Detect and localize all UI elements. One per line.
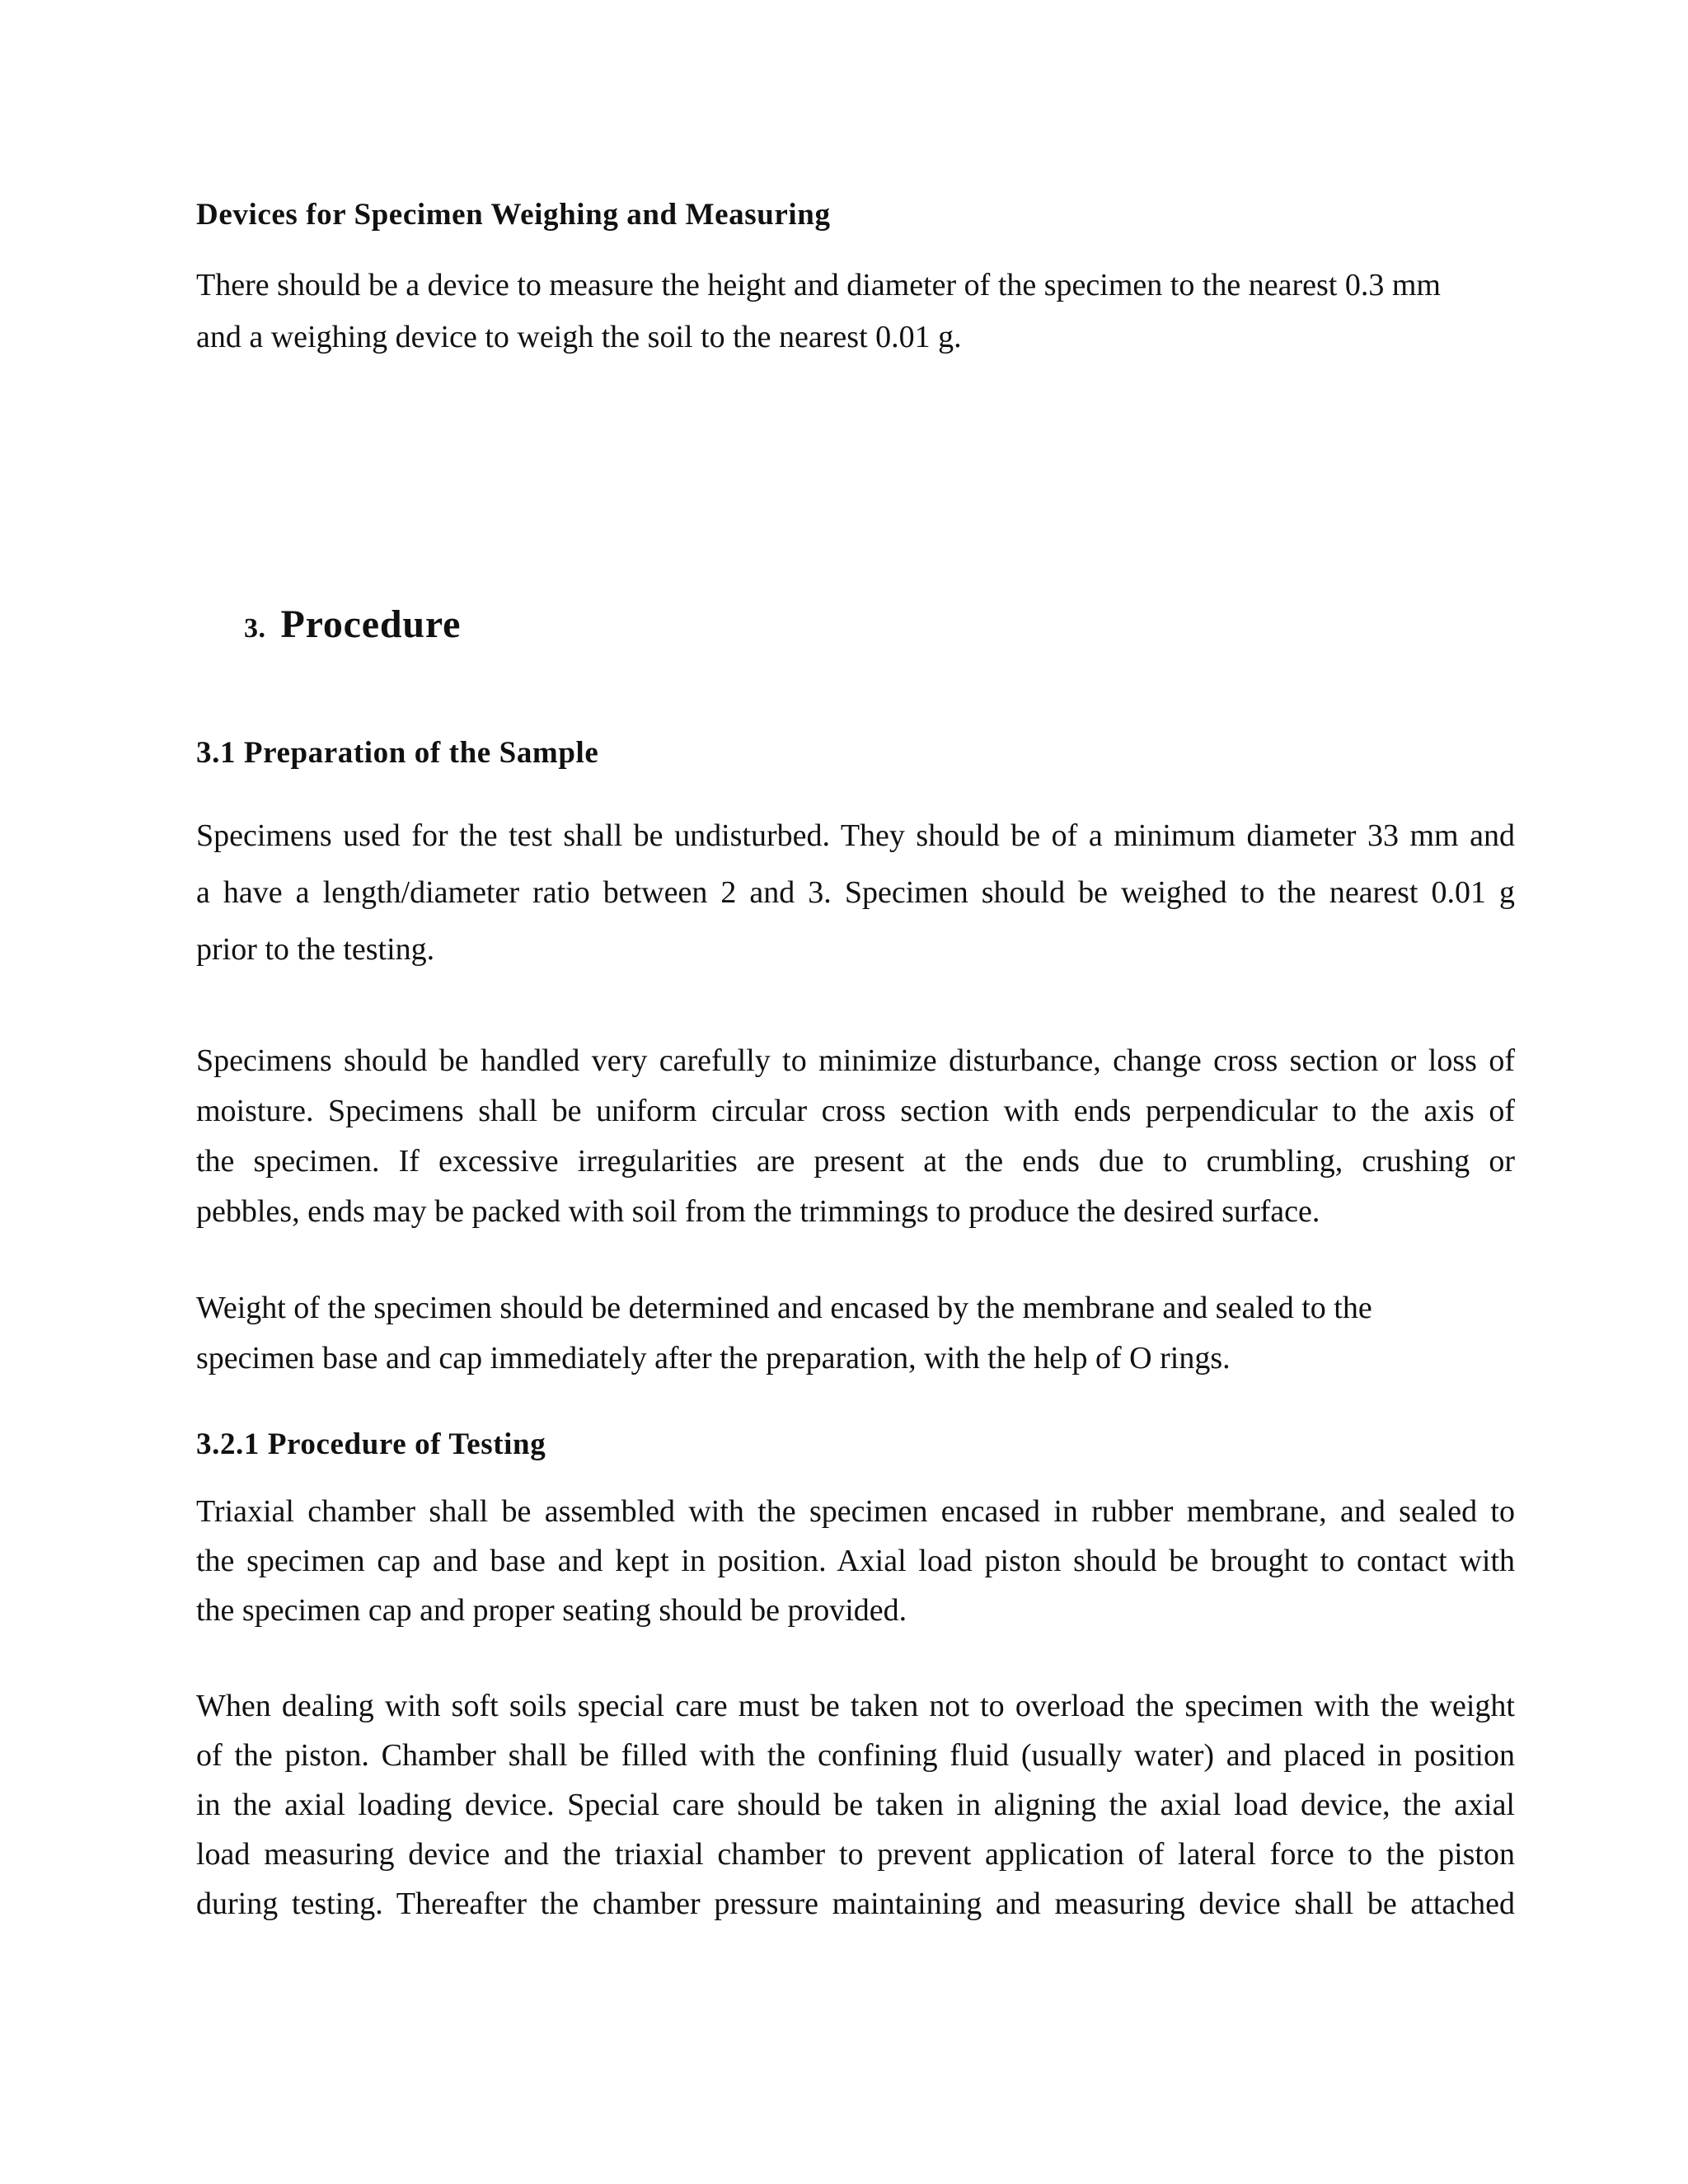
paragraph-line: Weight of the specimen should be determined and encased by the membrane and sealed to the	[196, 1291, 1372, 1325]
paragraph-line: in the axial loading device. Special care should be taken in aligning the axial load device, the axial	[196, 1788, 1515, 1822]
preparation-paragraph-1	[196, 808, 1515, 978]
devices-heading: Devices for Specimen Weighing and Measuring	[196, 198, 831, 232]
section-number: 3.	[244, 613, 266, 644]
paragraph-line: moisture. Specimens shall be uniform circular cross section with ends perpendicular to the axis of	[196, 1094, 1515, 1128]
paragraph-line: the specimen. If excessive irregularities are present at the ends due to crumbling, crushing or	[196, 1144, 1515, 1179]
preparation-heading: 3.1 Preparation of the Sample	[196, 736, 599, 770]
paragraph-line: When dealing with soft soils special care must be taken not to overload the specimen with the weight	[196, 1689, 1515, 1723]
paragraph-line: Specimens should be handled very carefully to minimize disturbance, change cross section or loss of	[196, 1043, 1515, 1078]
preparation-paragraph-2	[196, 1036, 1515, 1237]
paragraph-line: of the piston. Chamber shall be filled with the confining fluid (usually water) and placed in position	[196, 1738, 1515, 1773]
section-title	[244, 602, 462, 646]
devices-paragraph	[196, 260, 1515, 363]
testing-heading: 3.2.1 Procedure of Testing	[196, 1427, 546, 1461]
paragraph-line: pebbles, ends may be packed with soil from the trimmings to produce the desired surface.	[196, 1194, 1320, 1229]
paragraph-line: prior to the testing.	[196, 932, 435, 967]
preparation-paragraph-3	[196, 1283, 1515, 1384]
paragraph-line: Triaxial chamber shall be assembled with the specimen encased in rubber membrane, and sealed to	[196, 1494, 1515, 1529]
paragraph-line: There should be a device to measure the height and diameter of the specimen to the nearest 0.3 mm	[196, 268, 1441, 302]
paragraph-line: and a weighing device to weigh the soil to the nearest 0.01 g.	[196, 320, 962, 354]
paragraph-line: the specimen cap and proper seating should be provided.	[196, 1593, 907, 1628]
paragraph-line: load measuring device and the triaxial chamber to prevent application of lateral force to the piston	[196, 1837, 1515, 1872]
paragraph-line: specimen base and cap immediately after the preparation, with the help of O rings.	[196, 1341, 1231, 1376]
paragraph-line: a have a length/diameter ratio between 2 and 3. Specimen should be weighed to the nearest 0.01 g	[196, 875, 1515, 910]
paragraph-line: the specimen cap and base and kept in position. Axial load piston should be brought to contact with	[196, 1544, 1515, 1578]
testing-paragraph-1	[196, 1487, 1515, 1635]
paragraph-line: Specimens used for the test shall be undisturbed. They should be of a minimum diameter 33 mm and	[196, 818, 1515, 853]
section-title-text: Procedure	[280, 602, 462, 646]
testing-paragraph-2	[196, 1681, 1515, 1929]
paragraph-line: during testing. Thereafter the chamber pressure maintaining and measuring device shall be attached	[196, 1886, 1515, 1921]
